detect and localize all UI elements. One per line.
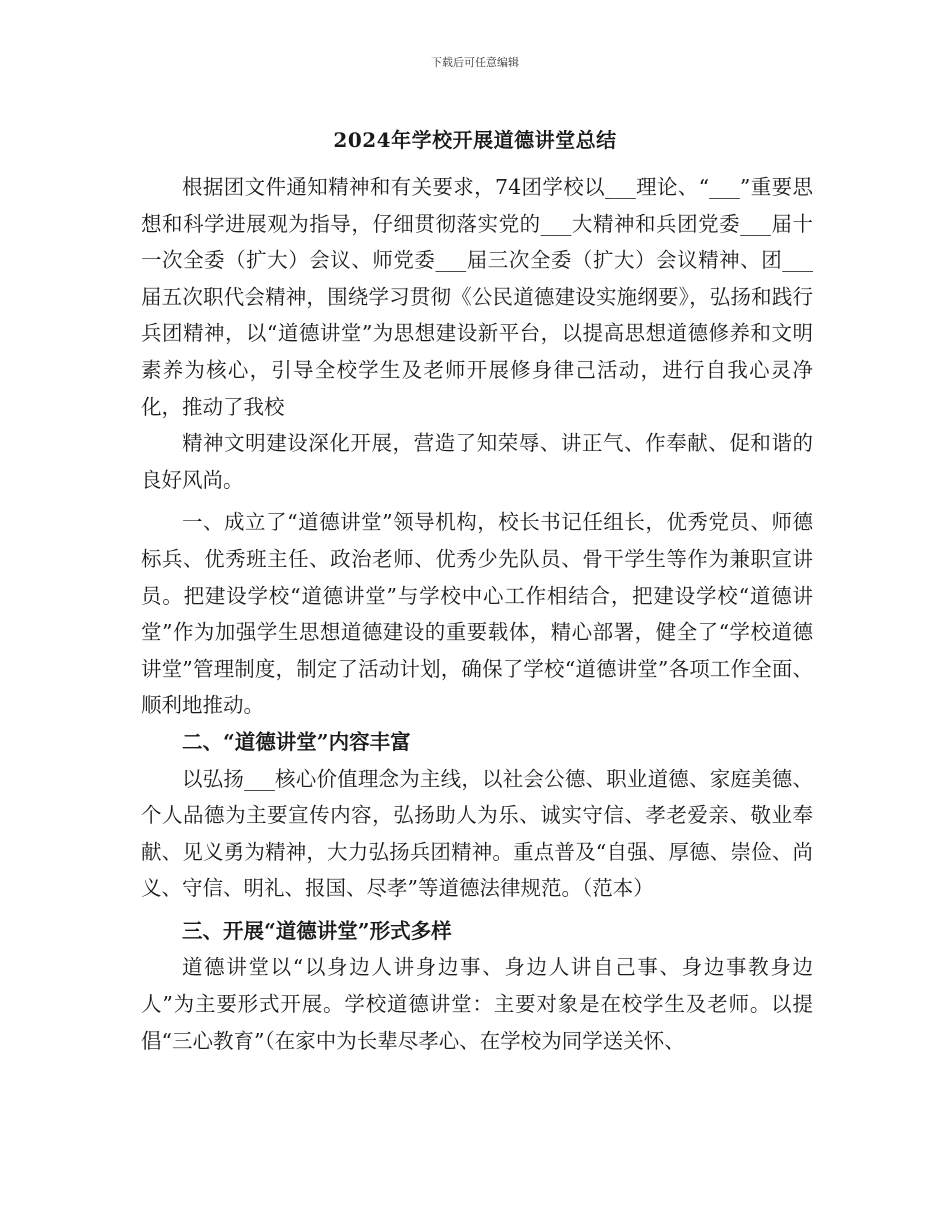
document-body bbox=[141, 169, 813, 1059]
paragraph-section-three: 道德讲堂以“以身边人讲身边事、身边人讲自己事、身边事教身边人”为主要形式开展。学校道德讲堂：主要对象是在校学生及老师。以提倡“三心教育”（在家中为长辈尽孝心、在学校为同学送关怀、 bbox=[141, 955, 813, 1053]
paragraph-intro: 根据团文件通知精神和有关要求，74团学校以___理论、“___”重要思想和科学进展观为指导，仔细贯彻落实党的___大精神和兵团党委___届十一次全委（扩大）会议、师党委___届三次全委（扩大）会议精神、团___届五次职代会精神，围绕学习贯彻《公民道德建设实施纲要》，弘扬和践行兵团精神，以“道德讲堂”为思想建设新平台，以提高思想道德修养和文明素养为核心，引导全校学生及老师开展修身律己活动，进行自我心灵净化，推动了我校 bbox=[141, 175, 813, 419]
paragraph-section-one: 一、成立了“道德讲堂”领导机构，校长书记任组长，优秀党员、师德标兵、优秀班主任、政治老师、优秀少先队员、骨干学生等作为兼职宣讲员。把建设学校“道德讲堂”与学校中心工作相结合，把建设学校“道德讲堂”作为加强学生思想道德建设的重要载体，精心部署，健全了“学校道德讲堂”管理制度，制定了活动计划，确保了学校“道德讲堂”各项工作全面、顺利地推动。 bbox=[141, 510, 813, 718]
paragraph-intro-cont: 精神文明建设深化开展，营造了知荣辱、讲正气、作奉献、促和谐的良好风尚。 bbox=[141, 431, 813, 492]
paragraph-section-two: 以弘扬___核心价值理念为主线，以社会公德、职业道德、家庭美德、个人品德为主要宣传内容，弘扬助人为乐、诚实守信、孝老爱亲、敬业奉献、见义勇为精神，大力弘扬兵团精神。重点普及“自强、厚德、崇俭、尚义、守信、明礼、报国、尽孝”等道德法律规范。（范本） bbox=[141, 766, 813, 901]
heading-section-two: 二、“道德讲堂”内容丰富 bbox=[182, 729, 411, 754]
header-note: 下载后可任意编辑 bbox=[431, 56, 519, 69]
heading-section-three: 三、开展“道德讲堂”形式多样 bbox=[182, 918, 452, 943]
document-title: 2024年学校开展道德讲堂总结 bbox=[333, 128, 617, 152]
